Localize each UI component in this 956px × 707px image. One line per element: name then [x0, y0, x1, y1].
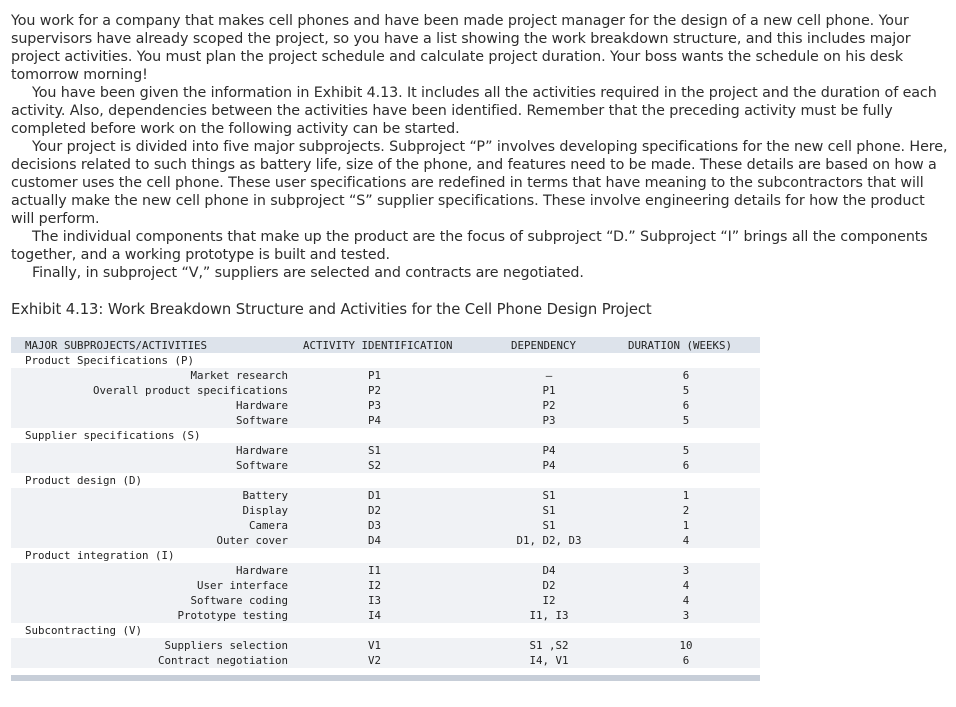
- activity-id: S2: [368, 459, 382, 472]
- activity-duration: 6: [682, 654, 690, 667]
- header-duration: DURATION (WEEKS): [628, 339, 733, 352]
- activity-name: Market research: [190, 369, 288, 382]
- activity-name: Suppliers selection: [164, 639, 288, 652]
- activity-id: P4: [368, 414, 382, 427]
- table-row: [11, 413, 760, 428]
- activity-dependency: P2: [542, 399, 556, 412]
- activity-id: P3: [368, 399, 382, 412]
- activity-dependency: –: [545, 369, 553, 382]
- activity-id: S1: [368, 444, 382, 457]
- activity-name: Display: [242, 504, 288, 517]
- activity-duration: 6: [682, 369, 690, 382]
- paragraph-5: Finally, in subproject “V,” suppliers are selected and contracts are negotiated.: [32, 265, 584, 281]
- activity-duration: 4: [682, 534, 690, 547]
- activity-duration: 3: [682, 609, 690, 622]
- activity-dependency: D4: [542, 564, 556, 577]
- table-header: [11, 337, 760, 353]
- activity-dependency: S1: [542, 489, 556, 502]
- table-row: [11, 578, 760, 593]
- activity-duration: 4: [682, 579, 690, 592]
- activity-name: Hardware: [235, 444, 288, 457]
- exhibit-title: Exhibit 4.13: Work Breakdown Structure and Activities for the Cell Phone Design Project: [11, 301, 652, 318]
- activity-id: I1: [368, 564, 382, 577]
- activity-id: D1: [368, 489, 382, 502]
- activity-name: Outer cover: [216, 534, 288, 547]
- activity-name: Overall product specifications: [92, 384, 288, 397]
- wbs-table: [11, 337, 760, 683]
- activity-duration: 4: [682, 594, 690, 607]
- activity-dependency: I4, V1: [529, 654, 569, 667]
- activity-name: User interface: [196, 579, 288, 592]
- activity-duration: 2: [682, 504, 690, 517]
- header-dependency: DEPENDENCY: [511, 339, 577, 352]
- table-row: [11, 458, 760, 473]
- subproject-name: Supplier specifications (S): [25, 429, 201, 442]
- table-row: [11, 368, 760, 383]
- subproject-name: Subcontracting (V): [25, 624, 143, 637]
- table-row: [11, 653, 760, 668]
- activity-dependency: P4: [542, 444, 556, 457]
- table-row: [11, 443, 760, 458]
- subproject-row: [11, 428, 760, 443]
- table-row: [11, 518, 760, 533]
- problem-text: [11, 12, 951, 282]
- subproject-name: Product design (D): [25, 474, 143, 487]
- subproject-name: Product Specifications (P): [25, 354, 195, 367]
- activity-id: P2: [368, 384, 382, 397]
- activity-id: V1: [368, 639, 382, 652]
- activity-dependency: I2: [542, 594, 556, 607]
- activity-id: I3: [368, 594, 382, 607]
- activity-dependency: P1: [542, 384, 556, 397]
- activity-duration: 6: [682, 399, 690, 412]
- paragraph-3: Your project is divided into five major subprojects. Subproject “P” involves developing specifications for the new cell phone. Here, decisions related to such things as battery life, size of the phone, and features need to be made. These details are based on how a customer uses the cell phone. These user specifications are redefined in terms that have meaning to the subcontractors that will actually make the new cell phone in subproject “S” supplier specifications. These involve engineering details for how the product will perform.: [11, 139, 948, 227]
- table-row: [11, 488, 760, 503]
- subproject-row: [11, 473, 760, 488]
- header-subprojects: MAJOR SUBPROJECTS/ACTIVITIES: [25, 339, 208, 352]
- activity-id: I2: [368, 579, 382, 592]
- activity-duration: 5: [682, 444, 690, 457]
- activity-name: Software: [235, 414, 288, 427]
- activity-name: Software coding: [190, 594, 288, 607]
- paragraph-1: You work for a company that makes cell phones and have been made project manager for the design of a new cell phone. Your supervisors have already scoped the project, so you have a list showing the work breakdown structure, and this includes major project activities. You must plan the project schedule and calculate project duration. Your boss wants the schedule on his desk tomorrow morning!: [11, 13, 911, 83]
- subproject-row: [11, 623, 760, 638]
- activity-id: D4: [368, 534, 382, 547]
- activity-dependency: P4: [542, 459, 556, 472]
- paragraph-4: The individual components that make up the product are the focus of subproject “D.” Subproject “I” brings all the components together, and a working prototype is built and tested.: [11, 229, 928, 263]
- activity-id: D3: [368, 519, 382, 532]
- activity-name: Hardware: [235, 564, 288, 577]
- subproject-name: Product integration (I): [25, 549, 175, 562]
- table-row: [11, 563, 760, 578]
- table-row: [11, 608, 760, 623]
- header-activity-id: ACTIVITY IDENTIFICATION: [303, 339, 453, 352]
- activity-name: Camera: [248, 519, 288, 532]
- activity-dependency: P3: [542, 414, 556, 427]
- activity-dependency: I1, I3: [529, 609, 569, 622]
- table-row: [11, 533, 760, 548]
- activity-dependency: D1, D2, D3: [516, 534, 582, 547]
- activity-duration: 5: [682, 384, 690, 397]
- activity-duration: 1: [682, 519, 690, 532]
- activity-duration: 5: [682, 414, 690, 427]
- activity-name: Prototype testing: [177, 609, 288, 622]
- activity-name: Software: [235, 459, 288, 472]
- subproject-row: [11, 353, 760, 368]
- activity-name: Contract negotiation: [157, 654, 288, 667]
- activity-dependency: D2: [542, 579, 556, 592]
- activity-dependency: S1 ,S2: [529, 639, 569, 652]
- activity-id: D2: [368, 504, 382, 517]
- activity-dependency: S1: [542, 519, 556, 532]
- table-footer-bar: [11, 675, 760, 681]
- activity-id: I4: [368, 609, 382, 622]
- table-row: [11, 503, 760, 518]
- activity-duration: 6: [682, 459, 690, 472]
- table-row: [11, 383, 760, 398]
- table-row: [11, 398, 760, 413]
- activity-name: Hardware: [235, 399, 288, 412]
- activity-id: P1: [368, 369, 382, 382]
- activity-duration: 1: [682, 489, 690, 502]
- subproject-row: [11, 548, 760, 563]
- table-row: [11, 593, 760, 608]
- activity-duration: 3: [682, 564, 690, 577]
- table-row: [11, 638, 760, 653]
- activity-duration: 10: [679, 639, 693, 652]
- activity-dependency: S1: [542, 504, 556, 517]
- table-body: [11, 353, 760, 677]
- paragraph-2: You have been given the information in Exhibit 4.13. It includes all the activities required in the project and the duration of each activity. Also, dependencies between the activities have been identified. Remember that the preceding activity must be fully completed before work on the following activity can be started.: [11, 85, 937, 137]
- activity-name: Battery: [242, 489, 288, 502]
- activity-id: V2: [368, 654, 382, 667]
